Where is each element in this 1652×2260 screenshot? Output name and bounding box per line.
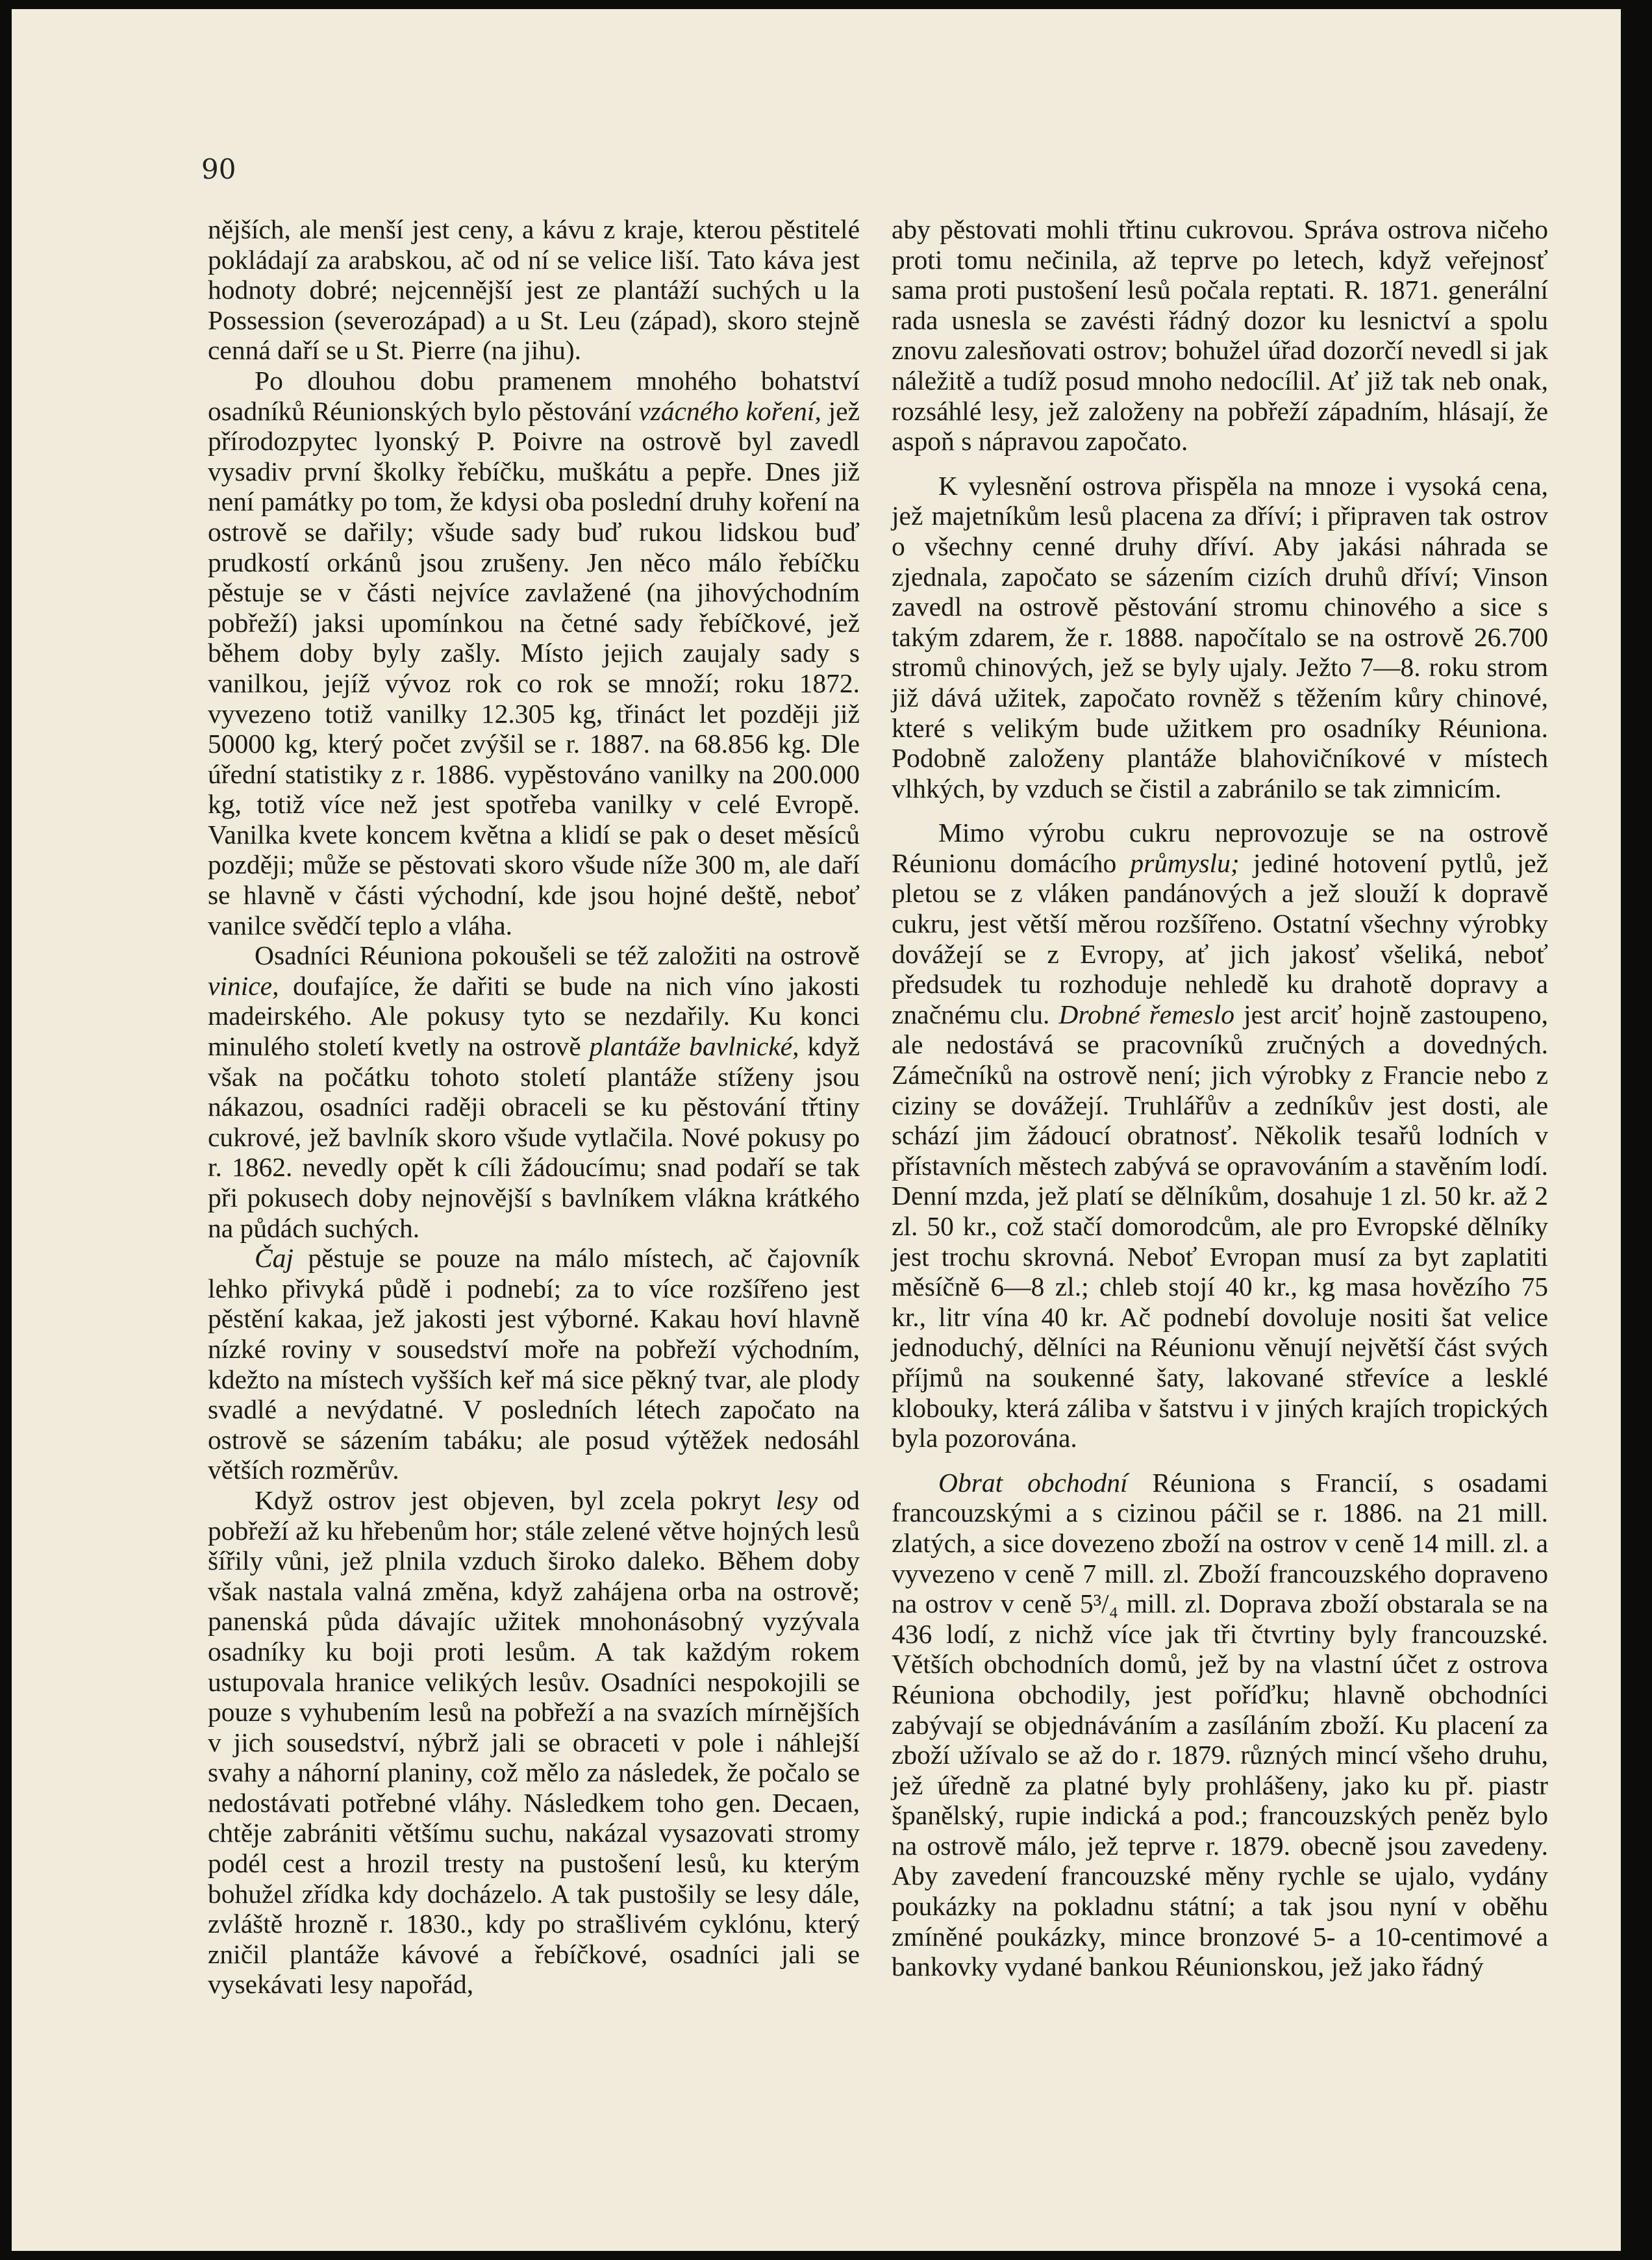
- paragraph-text: jediné hotovení pytlů, jež pletou se z vláken pandánových a jež slouží k dopravě cukru, jest větší měrou rozšířeno. Ostatní všechny výrobky dovážejí se z Evropy, ať jich jakosť všeliká, neboť předsudek tu rozhoduje nehledě ku drahotě dopravy a značnému clu.: [892, 848, 1548, 1029]
- paragraph: [208, 1485, 860, 2000]
- left-column: [208, 214, 860, 2000]
- emphasis: plantáže bavlnické,: [589, 1031, 799, 1062]
- emphasis: Obrat obchodní: [938, 1467, 1128, 1498]
- paragraph-text: Osadníci Réuniona pokoušeli se též založiti na ostrově: [255, 940, 860, 971]
- paragraph-text: když však na počátku tohoto století plantáže stíženy jsou nákazou, osadníci raději obraceli se ku pěstování třtiny cukrové, jež bavlník skoro všude vytlačila. Nové pokusy po r. 1862. nevedly opět k cíli žádoucímu; snad podaří se tak při pokusech doby nejnovější s bavlníkem vlákna krátkého na půdách suchých.: [208, 1031, 860, 1243]
- paragraph-text: Když ostrov jest objeven, byl zcela pokryt: [255, 1485, 776, 1515]
- document-page: [12, 9, 1621, 2251]
- right-column: [892, 214, 1548, 1982]
- paragraph-text: pěstuje se pouze na málo místech, ač čajovník lehko přivyká půdě i podnebí; za to více rozšířeno jest pěstění kakaa, jež jakosti jest výborné. Kakau hoví hlavně nízké roviny v sousedství moře na pobřeží východním, kdežto na místech vyšších keř má sice pěkný tvar, ale plody svadlé a nevýdatné. V posledních létech započato na ostrově se sázením tabáku; ale posud výtěžek nedosáhl větších rozměrův.: [208, 1243, 860, 1485]
- emphasis: Čaj: [255, 1243, 294, 1274]
- emphasis: lesy: [775, 1485, 818, 1515]
- paragraph: [208, 1243, 860, 1485]
- paragraph: [892, 1468, 1548, 1982]
- emphasis: vzácného koření,: [638, 396, 821, 426]
- paragraph: [892, 214, 1548, 457]
- paragraph-text: Mimo výrobu cukru neprovozuje se na ostrově Réunionu domácího: [892, 818, 1548, 878]
- emphasis: průmyslu;: [1130, 848, 1240, 878]
- paragraph-text: K vylesnění ostrova přispěla na mnoze i vysoká cena, jež majetníkům lesů placena za dříví; i připraven tak ostrov o všechny cenné druhy dříví. Aby jakási náhrada se zjednala, započato se sázením cizích druhů dříví; Vinson zavedl na ostrově pěstování stromu chinového a sice s takým zdarem, že r. 1888. napočítalo se na ostrově 26.700 stromů chinových, jež se byly ujaly. Ježto 7—8. roku strom již dává užitek, započato rovněž s těžením kůry chinové, které s velikým bude užitkem pro osadníky Réuniona. Podobně založeny plantáže blahovičníkové v místech vlhkých, by vzduch se čistil a zabránilo se tak zimnicím.: [892, 470, 1548, 803]
- paragraph: [208, 366, 860, 940]
- paragraph-text: aby pěstovati mohli třtinu cukrovou. Správa ostrova ničeho proti tomu nečinila, až teprve po letech, když veřejnosť sama proti pustošení lesů počala reptati. R. 1871. generální rada usnesla se zavésti řádný dozor ku lesnictví a spolu znovu zalesňovati ostrov; bohužel úřad dozorčí nevedl si jak náležitě a tudíž posud mnoho nedocílil. Ať již tak neb onak, rozsáhlé lesy, jež založeny na pobřeží západním, hlásají, že aspoň s nápravou započato.: [892, 214, 1548, 457]
- paragraph-text: Po dlouhou dobu pramenem mnohého bohatství osadníků Réunionských bylo pěstování: [208, 365, 860, 426]
- paragraph-text: jež přírodozpytec lyonský P. Poivre na ostrově byl zavedl vysadiv první školky řebíčku, muškátu a pepře. Dnes již není památky po tom, že kdysi oba poslední druhy koření na ostrově se dařily; všude sady buď rukou lidskou buď prudkostí orkánů jsou zrušeny. Jen něco málo řebíčku pěstuje se v části nejvíce zavlažené (na jihovýchodním pobřeží) jaksi upomínkou na četné sady řebíčkové, jež během doby byly zašly. Místo jejich zaujaly sady s vanilkou, jejíž vývoz rok co rok se množí; roku 1872. vyvezeno totiž vanilky 12.305 kg, třináct let později již 50000 kg, který počet zvýšil se r. 1887. na 68.856 kg. Dle úřední statistiky z r. 1886. vypěstováno vanilky na 200.000 kg, totiž více než jest spotřeba vanilky v celé Evropě. Vanilka kvete koncem května a klidí se pak o deset měsíců později; může se pěstovati skoro všude níže 300 m, ale daří se hlavně v části východní, kde jsou hojné deště, neboť vanilce svědčí teplo a vláha.: [208, 396, 860, 940]
- emphasis: Drobné řemeslo: [1058, 999, 1235, 1029]
- emphasis: vinice,: [208, 970, 279, 1001]
- paragraph-text: doufajíce, že dařiti se bude na nich víno jakosti madeirského. Ale pokusy tyto se nezdařily. Ku konci minulého století kvetly na ostrově: [208, 970, 860, 1062]
- paragraph: [892, 471, 1548, 804]
- paragraph-text: jest arciť hojně zastoupeno, ale nedostává se pracovníků zručných a dovedných. Zámečníků na ostrově není; jich výrobky z Francie nebo z ciziny se dovážejí. Truhlářův a zedníkův jest dosti, ale schází jim žádoucí obratnosť. Několik tesařů lodních v přístavních městech zabývá se opravováním a stavěním lodí. Denní mzda, jež platí se dělníkům, dosahuje 1 zl. 50 kr. až 2 zl. 50 kr., což stačí domorodcům, ale pro Evropské dělníky jest trochu skrovná. Neboť Evropan musí za byt zaplatiti měsíčně 6—8 zl.; chleb stojí 40 kr., kg masa hovězího 75 kr., litr vína 40 kr. Ač podnebí dovoluje nositi šat velice jednoduchý, dělníci na Réunionu věnují největší část svých příjmů na soukenné šaty, lakované střevíce a lesklé klobouky, která záliba v šatstvu i v jiných krajích tropických byla pozorována.: [892, 999, 1548, 1453]
- paragraph: [892, 818, 1548, 1453]
- paragraph: [208, 940, 860, 1243]
- page-number: 90: [201, 153, 236, 185]
- paragraph-text: od pobřeží až ku hřebenům hor; stále zelené větve hojných lesů šířily vůni, jež plnila vzduch široko daleko. Během doby však nastala valná změna, když zahájena orba na ostrově; panenská půda dávajíc užitek mnohonásobný vyzývala osadníky ku boji proti lesům. A tak každým rokem ustupovala hranice velikých lesův. Osadníci nespokojili se pouze s vyhubením lesů na pobřeží a na svazích mírnějších v jich sousedství, nýbrž jali se obraceti v pole i náhlejší svahy a náhorní planiny, což mělo za následek, že počalo se nedostávati potřebné vláhy. Následkem toho gen. Decaen, chtěje zabrániti většímu suchu, nakázal vysazovati stromy podél cest a hrozil tresty na pustošení lesů, ku kterým bohužel zřídka kdy docházelo. A tak pustošily se lesy dále, zvláště hrozně r. 1830., kdy po strašlivém cyklónu, který zničil plantáže kávové a řebíčkové, osadníci jali se vysekávati lesy napořád,: [208, 1485, 860, 2000]
- paragraph-text: Réuniona s Francií, s osadami francouzskými a s cizinou páčil se r. 1886. na 21 mill. zlatých, a sice dovezeno zboží na ostrov v ceně 14 mill. zl. a vyvezeno v ceně 7 mill. zl. Zboží francouzského dopraveno na ostrov v ceně 5³/₄ mill. zl. Doprava zboží obstarala se na 436 lodí, z nichž více jak tři čtvrtiny byly francouzské. Větších obchodních domů, jež by na vlastní účet z ostrova Réuniona obchodily, jest poříďku; hlavně obchodníci zabývají se objednáváním a zasíláním zboží. Ku placení za zboží užívalo se až do r. 1879. různých mincí všeho druhu, jež úředně za platné byly prohlášeny, jako ku př. piastr španělský, rupie indická a pod.; francouzských peněz bylo na ostrově málo, jež teprve r. 1879. obecně jsou zavedeny. Aby zavedení francouzské měny rychle se ujalo, vydány poukázky na pokladnu státní; a tak jsou nyní v oběhu zmíněné poukázky, mince bronzové 5- a 10-centimové a bankovky vydané bankou Réunionskou, jež jako řádný: [892, 1467, 1548, 1982]
- paragraph: [208, 214, 860, 366]
- paragraph-text: nějších, ale menší jest ceny, a kávu z kraje, kterou pěstitelé pokládají za arabskou, ač od ní se velice liší. Tato káva jest hodnoty dobré; nejcennější jest ze plantáží suchých u la Possession (severozápad) a u St. Leu (západ), skoro stejně cenná daří se u St. Pierre (na jihu).: [208, 214, 860, 366]
